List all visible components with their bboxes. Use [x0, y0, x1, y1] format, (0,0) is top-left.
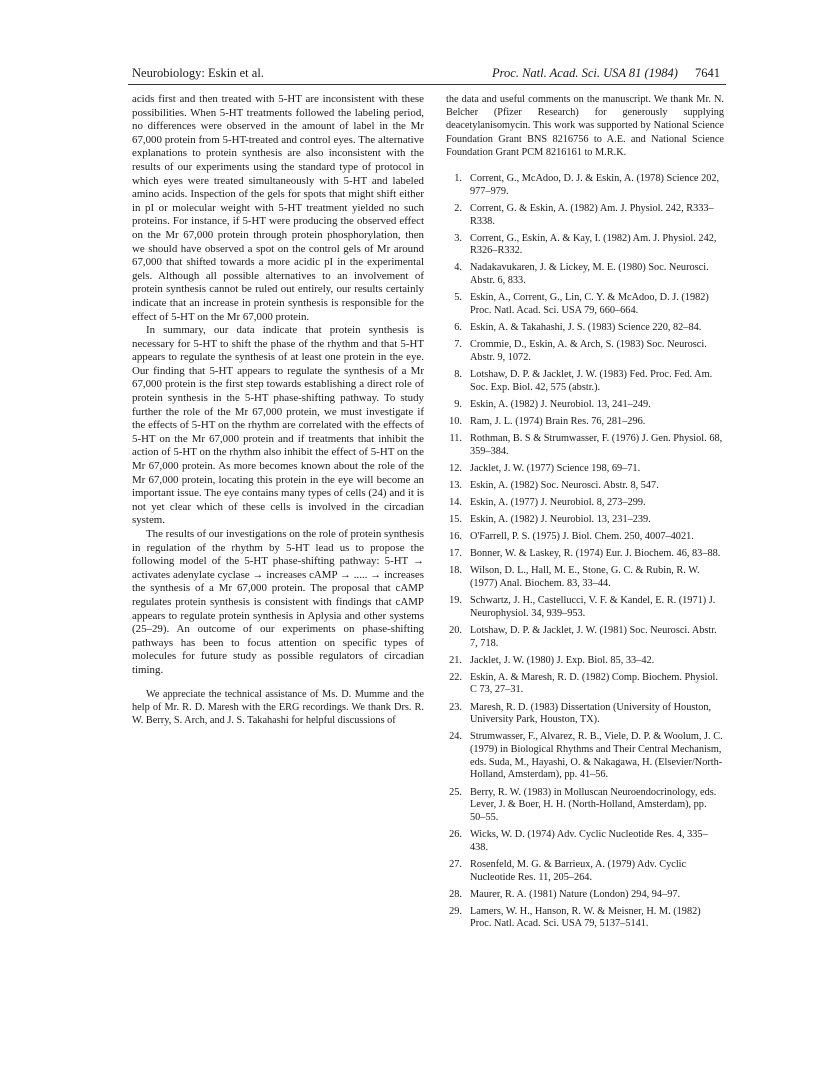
page-number: 7641	[695, 66, 720, 80]
reference-item	[446, 233, 724, 258]
reference-number: 10.	[449, 415, 462, 427]
header-rule	[128, 84, 726, 85]
reference-number: 16.	[449, 531, 462, 543]
reference-text: Corrent, G., McAdoo, D. J. & Eskin, A. (1978) Science 202, 977–979.	[470, 173, 720, 197]
reference-item	[446, 531, 724, 544]
reference-text: Eskin, A. (1982) J. Neurobiol. 13, 231–239.	[470, 513, 651, 525]
reference-item	[446, 322, 724, 335]
reference-text: Strumwasser, F., Alvarez, R. B., Viele, D. P. & Woolum, J. C. (1979) in Biological Rhythms and Their Central Mechanism, eds. Suda, M., Hayashi, O. & Nakagawa, H. (Elsevier/North-Holland, Amsterdam), pp. 41–56.	[470, 731, 723, 781]
header-journal-block	[492, 66, 720, 81]
reference-number: 1.	[454, 173, 462, 185]
reference-number: 18.	[449, 565, 462, 577]
reference-number: 20.	[449, 624, 462, 636]
reference-number: 8.	[454, 368, 462, 380]
reference-text: Bonner, W. & Laskey, R. (1974) Eur. J. Biochem. 46, 83–88.	[470, 548, 721, 560]
reference-item	[446, 595, 724, 620]
header-section-authors: Neurobiology: Eskin et al.	[132, 66, 264, 80]
reference-number: 13.	[449, 479, 462, 491]
reference-list	[446, 173, 724, 931]
left-column	[132, 93, 424, 727]
reference-number: 4.	[454, 262, 462, 274]
reference-item	[446, 889, 724, 902]
reference-text: Lotshaw, D. P. & Jacklet, J. W. (1981) Soc. Neurosci. Abstr. 7, 718.	[470, 624, 717, 649]
reference-item	[446, 829, 724, 854]
reference-item	[446, 339, 724, 364]
reference-item	[446, 702, 724, 727]
reference-item	[446, 514, 724, 527]
reference-item	[446, 399, 724, 412]
reference-number: 28.	[449, 888, 462, 900]
reference-text: Eskin, A. & Takahashi, J. S. (1983) Science 220, 82–84.	[470, 322, 702, 333]
reference-item	[446, 369, 724, 394]
reference-text: Berry, R. W. (1983) in Molluscan Neuroendocrinology, eds. Lever, J. & Boer, H. H. (North-Holland, Amsterdam), pp. 50–55.	[470, 786, 717, 823]
reference-number: 5.	[454, 292, 462, 304]
reference-number: 2.	[454, 202, 462, 214]
reference-number: 9.	[454, 398, 462, 410]
acknowledgments-start: We appreciate the technical assistance of Ms. D. Mumme and the help of Mr. R. D. Maresh with the ERG recordings. We thank Drs. R. W. Berry, S. Arch, and J. S. Takahashi for helpful discussions of	[132, 688, 424, 726]
reference-number: 24.	[449, 731, 462, 743]
body-paragraph-1: acids first and then treated with 5-HT are inconsistent with these possibilities. When 5-HT treatments followed the labeling period, no differences were observed in the amount of label in the Mr 67,000 protein from 5-HT-treated and control eyes. The alternative explanations to protein synthesis are also inconsistent with the results of our experiments using the standard type of protocol in which eyes were treated simultaneously with 5-HT and labeled amino acids. Inspection of the gels for spots that might shift either in pI or molecular weight with 5-HT treatment yielded no such proteins. For instance, if 5-HT were producing the observed effect on the Mr 67,000 protein through protein phosphorylation, then we should have observed a spot on the control gels of Mr around 67,000 that shifted towards a more acidic pI in the experimental gels. Although all possible alternatives to an involvement of protein synthesis cannot be ruled out entirely, our results certainly indicate that an increase in protein synthesis is responsible for the effect of 5-HT on the Mr 67,000 protein.	[132, 93, 424, 323]
reference-item	[446, 262, 724, 287]
reference-text: Eskin, A. (1977) J. Neurobiol. 8, 273–299.	[470, 496, 646, 508]
right-column	[446, 93, 724, 936]
reference-number: 26.	[449, 829, 462, 841]
header-journal: Proc. Natl. Acad. Sci. USA 81 (1984)	[492, 66, 678, 80]
reference-item	[446, 787, 724, 825]
reference-text: Corrent, G., Eskin, A. & Kay, I. (1982) Am. J. Physiol. 242, R326–R332.	[470, 232, 717, 257]
reference-item	[446, 203, 724, 228]
reference-number: 29.	[449, 905, 462, 917]
reference-text: Eskin, A. (1982) Soc. Neurosci. Abstr. 8, 547.	[470, 479, 659, 491]
reference-number: 12.	[449, 462, 462, 474]
reference-item	[446, 433, 724, 458]
reference-item	[446, 731, 724, 782]
reference-number: 6.	[454, 322, 462, 333]
reference-text: Corrent, G. & Eskin, A. (1982) Am. J. Physiol. 242, R333–R338.	[470, 202, 714, 227]
reference-text: Eskin, A. & Maresh, R. D. (1982) Comp. Biochem. Physiol. C 73, 27–31.	[470, 671, 718, 696]
body-paragraph-2: In summary, our data indicate that protein synthesis is necessary for 5-HT to shift the phase of the rhythm and that 5-HT appears to regulate the synthesis of at least one protein in the eye. Our finding that 5-HT appears to regulate the synthesis of a Mr 67,000 protein is the first step towards establishing a direct role of protein synthesis in the 5-HT phase-shifting pathway. To study further the role of the Mr 67,000 protein, we must investigate if the effects of 5-HT on the rhythm are correlated with the effects of 5-HT on the Mr 67,000 protein and if treatments that inhibit the action of 5-HT on the rhythm also inhibit the effect of 5-HT on the Mr 67,000 protein. As more becomes known about the role of the Mr 67,000 protein, locating this protein in the eye will become an important issue. The eye contains many types of cells (24) and it is not yet clear which of these cells is involved in the circadian system.	[132, 324, 424, 527]
reference-text: Rothman, B. S & Strumwasser, F. (1976) J. Gen. Physiol. 68, 359–384.	[470, 432, 723, 457]
reference-item	[446, 292, 724, 317]
reference-number: 11.	[449, 432, 462, 444]
reference-item	[446, 906, 724, 931]
reference-item	[446, 548, 724, 561]
reference-item	[446, 625, 724, 650]
reference-number: 27.	[449, 858, 462, 870]
reference-item	[446, 173, 724, 198]
reference-text: Jacklet, J. W. (1977) Science 198, 69–71.	[470, 462, 641, 474]
reference-item	[446, 480, 724, 493]
reference-text: Maresh, R. D. (1983) Dissertation (University of Houston, University Park, Houston, TX).	[470, 701, 712, 726]
reference-number: 21.	[449, 654, 462, 666]
reference-text: Nadakavukaren, J. & Lickey, M. E. (1980) Soc. Neurosci. Abstr. 6, 833.	[470, 262, 709, 287]
running-header	[132, 66, 720, 84]
reference-number: 3.	[454, 232, 462, 244]
reference-number: 14.	[449, 496, 462, 508]
reference-number: 19.	[449, 595, 462, 607]
reference-text: Wilson, D. L., Hall, M. E., Stone, G. C. & Rubin, R. W. (1977) Anal. Biochem. 83, 33–44.	[470, 565, 700, 589]
acknowledgments-end: the data and useful comments on the manuscript. We thank Mr. N. Belcher (Pfizer Research) for generously supplying deacetylanisomycin. This work was supported by National Science Foundation Grant BNS 8216756 to A.E. and National Science Foundation Grant PCM 8216161 to M.R.K.	[446, 94, 724, 158]
reference-number: 22.	[449, 671, 462, 683]
reference-text: Ram, J. L. (1974) Brain Res. 76, 281–296.	[470, 415, 646, 427]
reference-number: 25.	[449, 786, 462, 798]
reference-number: 15.	[449, 513, 462, 525]
reference-text: Maurer, R. A. (1981) Nature (London) 294, 94–97.	[470, 888, 681, 900]
reference-text: Rosenfeld, M. G. & Barrieux, A. (1979) Adv. Cyclic Nucleotide Res. 11, 205–264.	[470, 858, 687, 883]
reference-text: Lotshaw, D. P. & Jacklet, J. W. (1983) Fed. Proc. Fed. Am. Soc. Exp. Biol. 42, 575 (abstr.).	[470, 368, 713, 393]
reference-text: Jacklet, J. W. (1980) J. Exp. Biol. 85, 33–42.	[470, 654, 655, 666]
reference-text: O'Farrell, P. S. (1975) J. Biol. Chem. 250, 4007–4021.	[470, 531, 694, 543]
reference-text: Wicks, W. D. (1974) Adv. Cyclic Nucleotide Res. 4, 335–438.	[470, 829, 708, 853]
reference-text: Crommie, D., Eskin, A. & Arch, S. (1983) Soc. Neurosci. Abstr. 9, 1072.	[470, 339, 707, 363]
reference-number: 17.	[449, 548, 462, 560]
reference-item	[446, 565, 724, 590]
reference-item	[446, 497, 724, 510]
reference-item	[446, 416, 724, 429]
reference-text: Schwartz, J. H., Castellucci, V. F. & Kandel, E. R. (1971) J. Neurophysiol. 34, 939–953.	[470, 595, 716, 619]
body-paragraph-3: The results of our investigations on the role of protein synthesis in regulation of the rhythm by 5-HT lead us to propose the following model of the 5-HT phase-shifting pathway: 5-HT → activates adenylate cyclase → increases cAMP → ..... → increases the synthesis of a Mr 67,000 protein. The proposal that cAMP regulates protein synthesis is consistent with findings that cAMP appears to regulate protein synthesis in Aplysia and other systems (25–29). An outcome of our experiments on phase-shifting pathways has been to focus attention on specific types of molecules for future study as possible regulators of circadian timing.	[132, 528, 424, 676]
reference-item	[446, 672, 724, 697]
reference-number: 7.	[454, 339, 462, 351]
reference-number: 23.	[449, 701, 462, 713]
reference-text: Eskin, A. (1982) J. Neurobiol. 13, 241–249.	[470, 398, 651, 410]
reference-text: Eskin, A., Corrent, G., Lin, C. Y. & McAdoo, D. J. (1982) Proc. Natl. Acad. Sci. USA 79, 660–664.	[470, 292, 709, 316]
reference-text: Lamers, W. H., Hanson, R. W. & Meisner, H. M. (1982) Proc. Natl. Acad. Sci. USA 79, 5137–5141.	[470, 905, 701, 930]
reference-item	[446, 463, 724, 476]
reference-item	[446, 859, 724, 884]
reference-item	[446, 655, 724, 668]
